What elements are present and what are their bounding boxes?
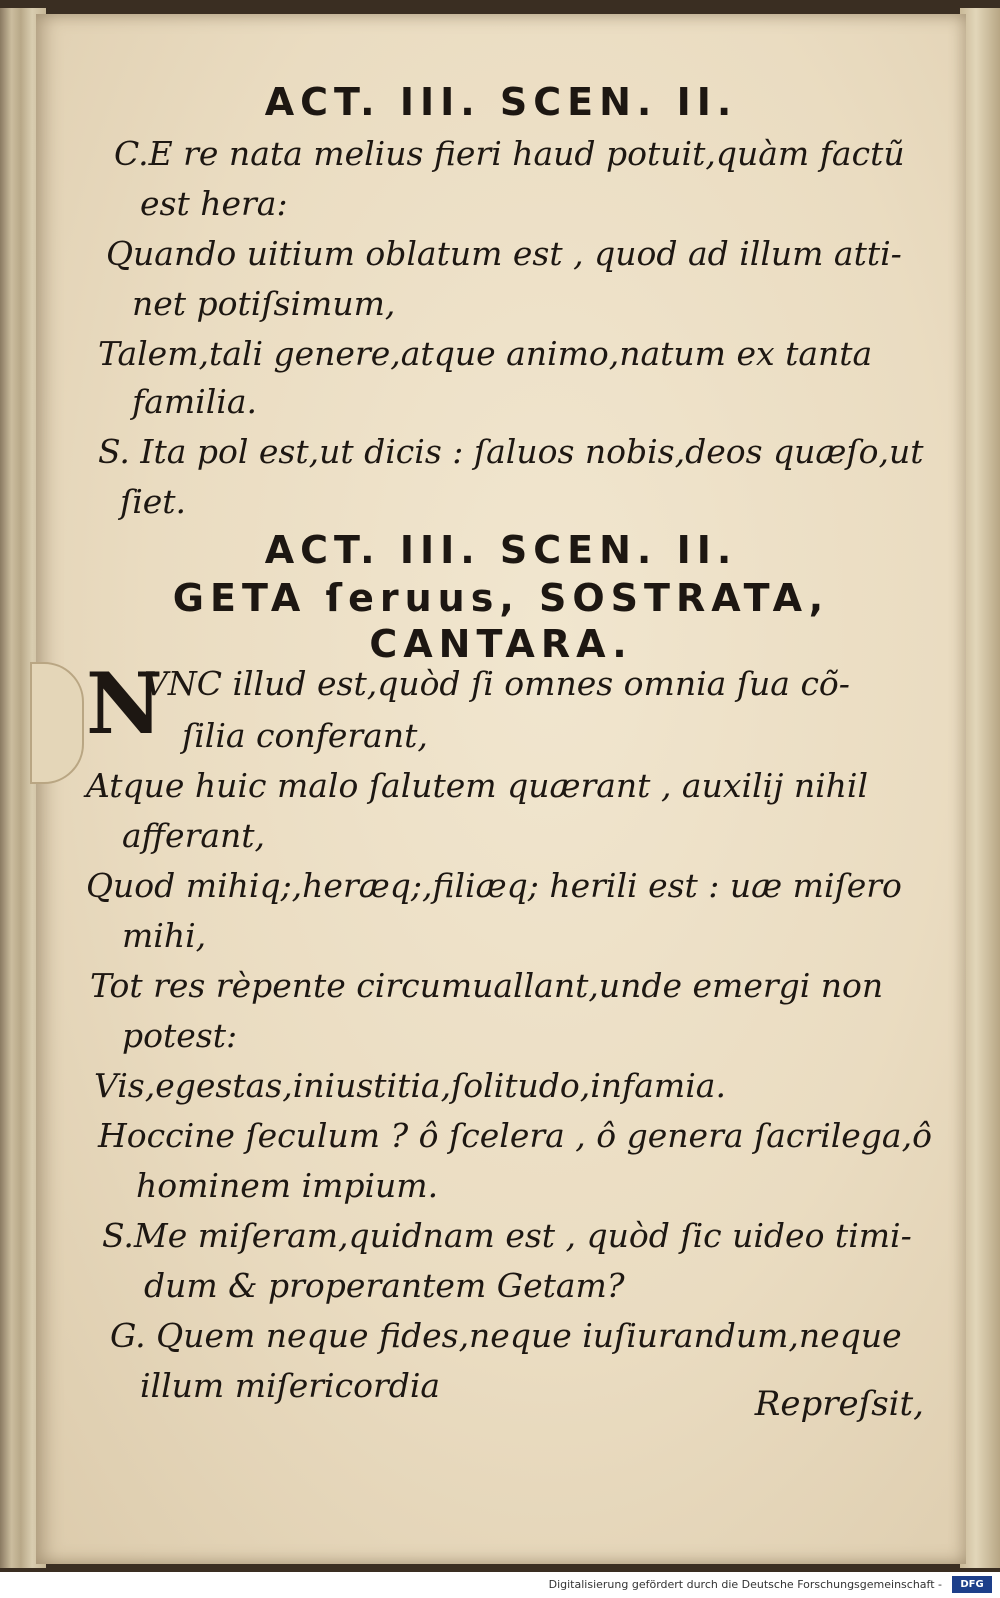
text-line: hominem impium.: [136, 1166, 439, 1205]
text-line: Talem,tali genere,atque animo,natum ex tanta: [98, 334, 873, 373]
clasp-tab: [30, 662, 84, 784]
text-line: ſiet.: [120, 482, 187, 521]
text-line: Quod mihiq;,heræq;,filiæq; herili est : uæ miſero: [86, 866, 902, 905]
text-line: Vis,egestas,iniustitia,ſolitudo,infamia.: [94, 1066, 726, 1105]
characters-line: GETA ſeruus, SOSTRATA,: [172, 576, 830, 620]
scene-heading: ACT. III. SCEN. II.: [264, 528, 738, 572]
text-line: Atque huic malo ſalutem quærant , auxilij nihil: [86, 766, 869, 805]
drop-cap: N: [86, 654, 163, 753]
text-line: Hoccine ſeculum ? ô ſcelera , ô genera ſacrilega,ô: [98, 1116, 932, 1155]
text-line: C.E re nata melius fieri haud potuit,quàm factũ: [114, 134, 905, 173]
text-line: Quando uitium oblatum est , quod ad illum atti-: [106, 234, 902, 273]
book-page: [36, 14, 966, 1564]
page-edges-right: [960, 8, 1000, 1568]
text-line: illum miſericordia: [140, 1366, 441, 1405]
text-line: mihi,: [122, 916, 207, 955]
text-line: G. Quem neque fides,neque iuſiurandum,neque: [110, 1316, 902, 1355]
text-line: net potiſsimum,: [132, 284, 396, 323]
footer-credit: Digitalisierung gefördert durch die Deutsche Forschungsgemeinschaft -: [548, 1578, 942, 1591]
running-head: ACT. III. SCEN. II.: [264, 80, 738, 124]
text-line: est hera:: [140, 184, 288, 223]
text-line: VNC illud est,quòd ſi omnes omnia ſua cõ-: [144, 664, 850, 703]
text-line: S. Ita pol est,ut dicis : ſaluos nobis,deos quæſo,ut: [98, 432, 924, 471]
text-line: dum & properantem Getam?: [144, 1266, 625, 1305]
text-line: potest:: [122, 1016, 238, 1055]
text-line: ſilia conferant,: [182, 716, 428, 755]
dfg-logo-icon: DFG: [952, 1576, 992, 1593]
characters-line: CANTARA.: [369, 622, 633, 666]
footer-bar: [0, 1572, 1000, 1598]
text-line: S.Me miſeram,quidnam est , quòd ſic uideo timi-: [102, 1216, 912, 1255]
catchword: Repreſsit,: [754, 1384, 924, 1424]
text-line: afferant,: [122, 816, 266, 855]
text-line: familia.: [132, 382, 258, 421]
text-line: Tot res rèpente circumuallant,unde emergi non: [90, 966, 884, 1005]
